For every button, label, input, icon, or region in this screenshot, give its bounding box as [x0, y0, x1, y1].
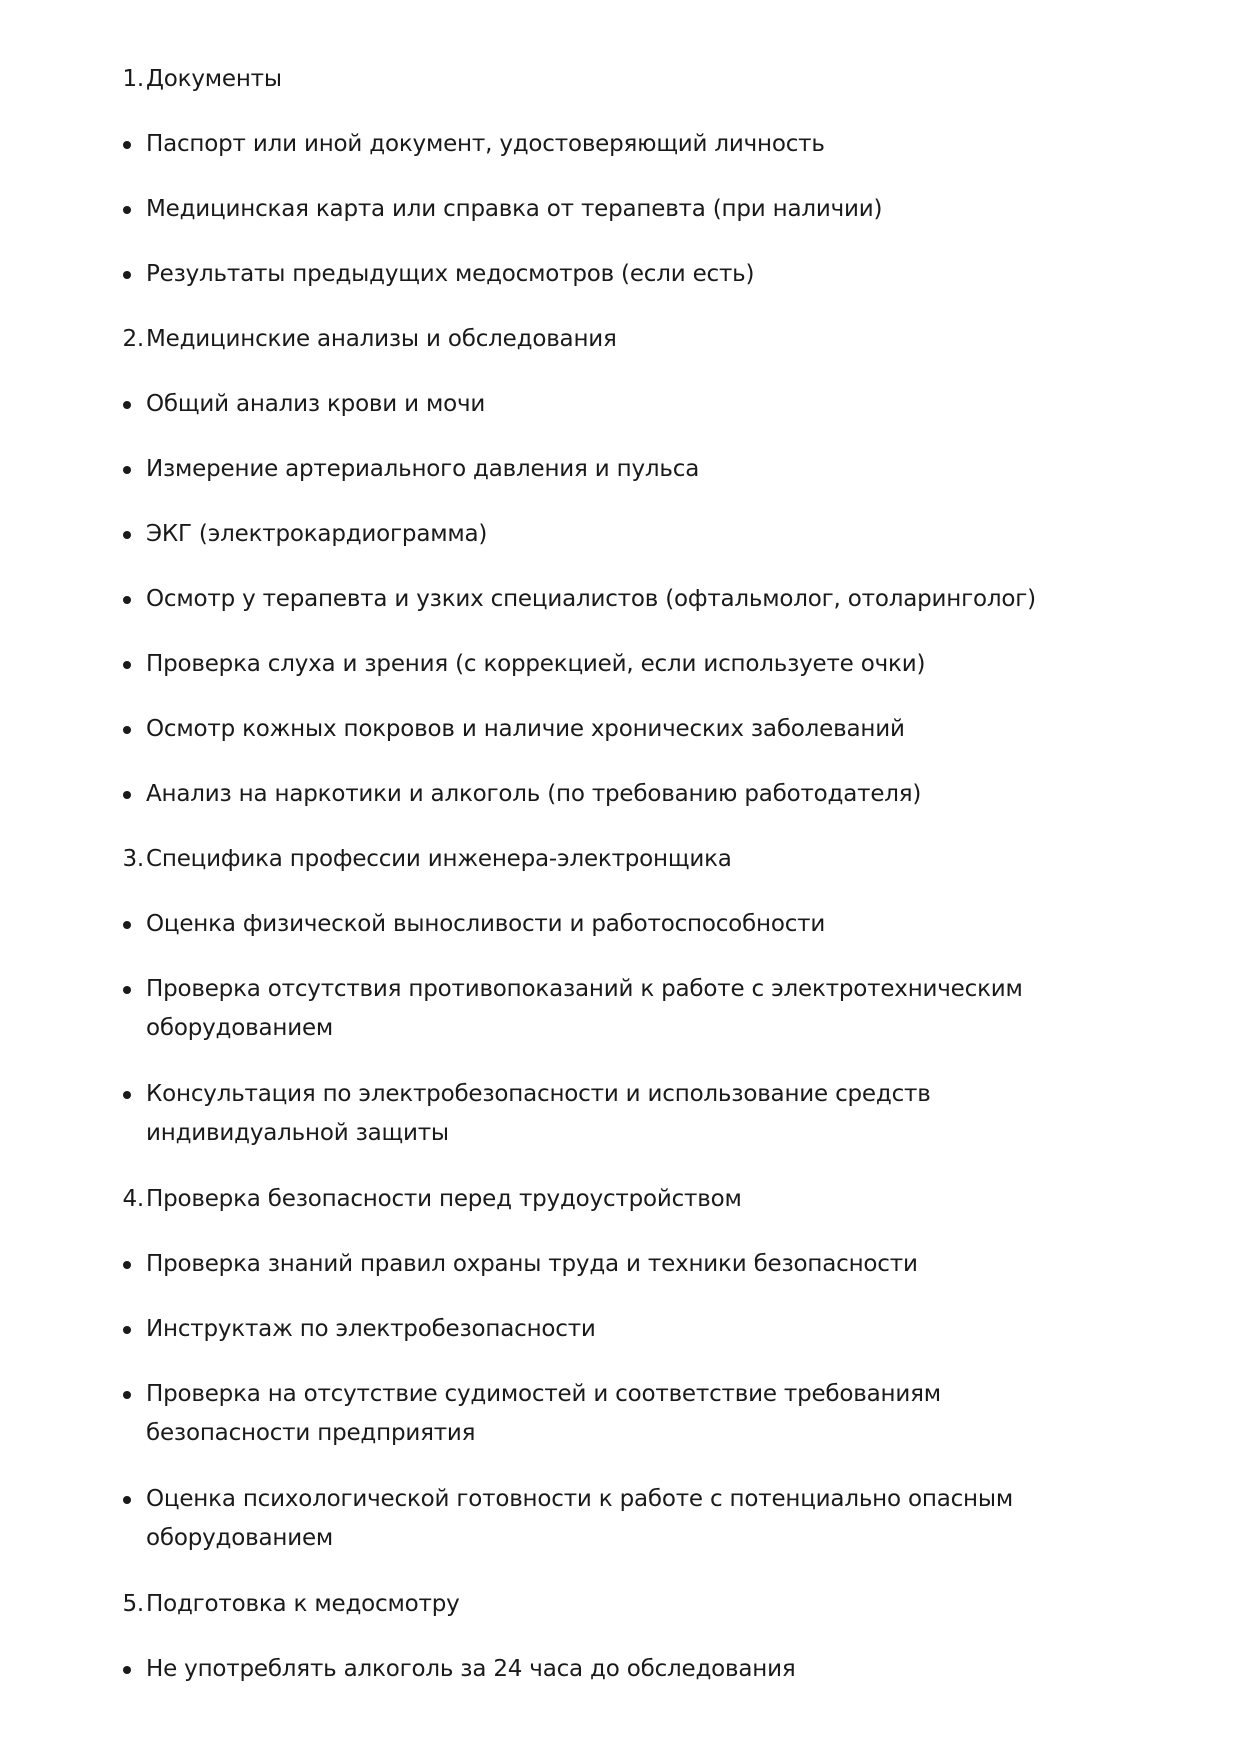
list-item-text: Не употреблять алкоголь за 24 часа до обследования: [146, 1656, 796, 1682]
list-item: [146, 450, 1106, 489]
section-heading: [122, 840, 1106, 879]
bullet-icon: [123, 1091, 131, 1099]
bullet-icon: [123, 1391, 131, 1399]
section-number: 3.: [122, 846, 144, 872]
section-heading: [122, 1180, 1106, 1219]
list-item-text: ЭКГ (электрокардиограмма): [146, 521, 488, 547]
list-item: [146, 1650, 1106, 1689]
section-heading: [122, 1585, 1106, 1624]
list-item: [146, 1480, 1106, 1558]
list-item-text: Инструктаж по электробезопасности: [146, 1316, 596, 1342]
bullet-icon: [123, 466, 131, 474]
list-item: [146, 515, 1106, 554]
section-heading: [122, 60, 1106, 99]
list-item-text: Осмотр у терапевта и узких специалистов (офтальмолог, отоларинголог): [146, 586, 1036, 612]
list-item-text: Анализ на наркотики и алкоголь (по требованию работодателя): [146, 781, 922, 807]
section-title: Документы: [146, 66, 282, 92]
list-item: [146, 905, 1106, 944]
list-item: [146, 190, 1106, 229]
bullet-icon: [123, 921, 131, 929]
bullet-icon: [123, 791, 131, 799]
bullet-icon: [123, 726, 131, 734]
list-item-text: Проверка отсутствия противопоказаний к работе с электротехническим оборудованием: [146, 976, 1023, 1041]
list-item: [146, 1375, 1106, 1453]
list-item: [146, 255, 1106, 294]
list-item-text: Проверка на отсутствие судимостей и соответствие требованиям безопасности предприятия: [146, 1381, 941, 1446]
list-item-text: Проверка знаний правил охраны труда и техники безопасности: [146, 1251, 918, 1277]
list-item: [146, 775, 1106, 814]
bullet-icon: [123, 596, 131, 604]
list-item: [146, 580, 1106, 619]
section-heading: [122, 320, 1106, 359]
list-item: [146, 1310, 1106, 1349]
list-item-text: Осмотр кожных покровов и наличие хронических заболеваний: [146, 716, 905, 742]
bullet-icon: [123, 1496, 131, 1504]
bullet-icon: [123, 1326, 131, 1334]
bullet-icon: [123, 141, 131, 149]
list-item-text: Измерение артериального давления и пульса: [146, 456, 700, 482]
section-number: 2.: [122, 326, 144, 352]
list-item: [146, 385, 1106, 424]
bullet-icon: [123, 661, 131, 669]
list-item-text: Оценка физической выносливости и работоспособности: [146, 911, 826, 937]
section-title: Медицинские анализы и обследования: [146, 326, 617, 352]
list-item-text: Консультация по электробезопасности и использование средств индивидуальной защиты: [146, 1081, 931, 1146]
bullet-icon: [123, 531, 131, 539]
list-item: [146, 125, 1106, 164]
list-item-text: Проверка слуха и зрения (с коррекцией, если используете очки): [146, 651, 926, 677]
bullet-icon: [123, 1261, 131, 1269]
bullet-icon: [123, 986, 131, 994]
list-item-text: Общий анализ крови и мочи: [146, 391, 486, 417]
list-item-text: Паспорт или иной документ, удостоверяющий личность: [146, 131, 825, 157]
list-item: [146, 710, 1106, 749]
list-item-text: Результаты предыдущих медосмотров (если есть): [146, 261, 755, 287]
list-item: [146, 645, 1106, 684]
bullet-icon: [123, 271, 131, 279]
list-item-text: Медицинская карта или справка от терапевта (при наличии): [146, 196, 883, 222]
section-title: Специфика профессии инженера-электронщика: [146, 846, 732, 872]
list-item: [146, 1245, 1106, 1284]
section-title: Проверка безопасности перед трудоустройством: [146, 1186, 742, 1212]
bullet-icon: [123, 206, 131, 214]
section-number: 5.: [122, 1591, 144, 1617]
bullet-icon: [123, 401, 131, 409]
section-number: 4.: [122, 1186, 144, 1212]
section-number: 1.: [122, 66, 144, 92]
section-title: Подготовка к медосмотру: [146, 1591, 460, 1617]
list-item: [146, 1075, 1106, 1153]
list-item: [146, 970, 1106, 1048]
bullet-icon: [123, 1666, 131, 1674]
list-item-text: Оценка психологической готовности к работе с потенциально опасным оборудованием: [146, 1486, 1013, 1551]
